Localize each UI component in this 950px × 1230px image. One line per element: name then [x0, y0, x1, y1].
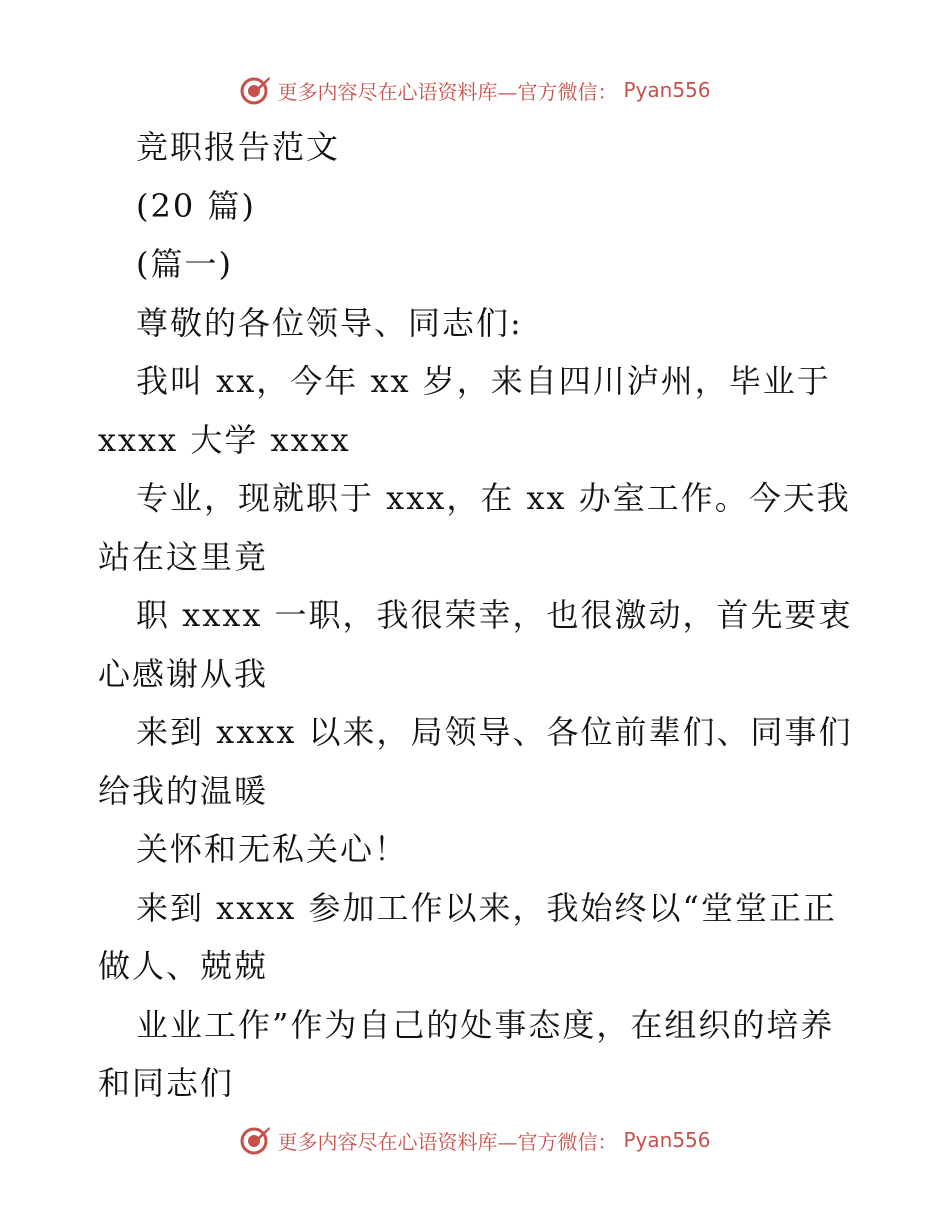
header-banner [0, 70, 950, 110]
document-line: 和同志们 [98, 1064, 235, 1102]
document-line: 专业，现就职于 xxx，在 xx 办室工作。今天我 [136, 479, 851, 517]
document-line: (篇一) [136, 245, 233, 283]
header-banner-text: 更多内容尽在心语资料库—官方微信： [277, 79, 618, 104]
document-line: 竞职报告范文 [136, 128, 341, 166]
document-line: (20 篇) [136, 186, 256, 225]
pen-circle-icon [239, 1124, 271, 1156]
document-line: 给我的温暖 [98, 771, 269, 810]
footer-banner-text: 更多内容尽在心语资料库—官方微信： [277, 1129, 618, 1154]
document-line: 尊敬的各位领导、同志们: [136, 303, 523, 342]
document-line: 站在这里竟 [98, 537, 269, 576]
document-line: 关怀和无私关心！ [136, 830, 409, 868]
footer-contact-id: Pyan556 [623, 1128, 711, 1152]
document-line: 来到 xxxx 参加工作以来，我始终以“堂堂正正 [136, 888, 837, 927]
document-body [98, 118, 858, 1113]
document-line: 做人、兢兢 [98, 947, 269, 985]
document-line: 职 xxxx 一职，我很荣幸，也很激动，首先要衷 [136, 596, 853, 634]
document-line: 我叫 xx，今年 xx 岁，来自四川泸州，毕业于 [136, 362, 831, 400]
footer-banner [0, 1120, 950, 1160]
document-line: xxxx 大学 xxxx [98, 420, 351, 459]
document-line: 业业工作”作为自己的处事态度，在组织的培养 [136, 1005, 835, 1044]
pen-circle-icon [239, 74, 271, 106]
header-contact-id: Pyan556 [623, 78, 711, 102]
document-line: 心感谢从我 [98, 654, 269, 693]
document-line: 来到 xxxx 以来，局领导、各位前辈们、同事们 [136, 713, 853, 751]
